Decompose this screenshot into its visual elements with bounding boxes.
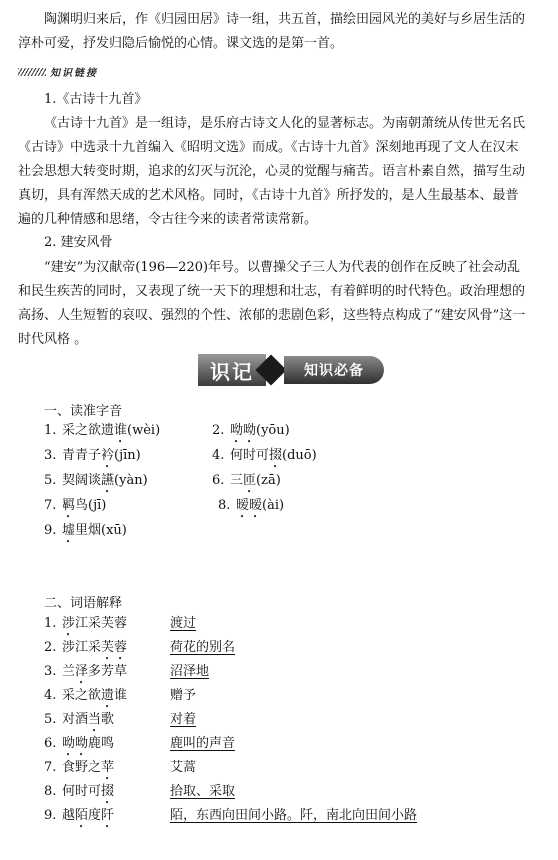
vocabulary-definition: 沼泽地 xyxy=(170,664,210,679)
emphasized-character: 暧暧 xyxy=(236,498,263,513)
pinyin: (duō) xyxy=(282,448,317,463)
vocabulary-term xyxy=(44,757,114,779)
item-text: 度 xyxy=(88,808,102,823)
hatch-decoration-icon xyxy=(18,68,46,76)
item-number: 6. xyxy=(44,736,57,751)
emphasized-character: 呦呦 xyxy=(62,736,89,751)
vocabulary-term xyxy=(44,661,127,683)
emphasized-character: 谁 xyxy=(114,423,128,438)
item1-heading: 1.《古诗十九首》 xyxy=(44,92,148,107)
item-number: 4. xyxy=(44,688,57,703)
pronunciation-item xyxy=(44,420,160,442)
pronunciation-item xyxy=(44,445,141,467)
item-text: 鹿鸣 xyxy=(88,736,115,751)
item-number: 6. xyxy=(212,473,225,488)
pronunciation-item xyxy=(44,495,106,517)
vocabulary-term xyxy=(44,733,114,755)
item-text: 对酒 xyxy=(62,712,89,727)
item-text: 越 xyxy=(62,808,76,823)
vocabulary-definition: 拾取、采取 xyxy=(170,784,236,799)
emphasized-character: 呦呦 xyxy=(230,423,257,438)
pinyin: (jī) xyxy=(88,498,107,513)
item-text: 里烟 xyxy=(75,523,102,538)
item-text: 鸟 xyxy=(75,498,89,513)
pinyin: (ài) xyxy=(262,498,285,513)
emphasized-character: 芙蓉 xyxy=(101,640,128,655)
pronunciation-item xyxy=(44,520,127,542)
item-number: 2. xyxy=(212,423,225,438)
item-number: 8. xyxy=(44,784,57,799)
vocabulary-term xyxy=(44,637,127,659)
pinyin: (wèi) xyxy=(127,423,161,438)
banner-left-label: 识记 xyxy=(198,354,266,386)
item-text: 兰 xyxy=(62,664,76,679)
pronunciation-item xyxy=(218,495,284,517)
emphasized-character: 遗 xyxy=(101,688,115,703)
pronunciation-item xyxy=(212,420,290,442)
item-number: 1. xyxy=(44,616,57,631)
emphasized-character: 墟 xyxy=(62,523,76,538)
emphasized-character: 阡 xyxy=(101,808,115,823)
section-banner xyxy=(198,354,384,386)
vocabulary-term xyxy=(44,613,127,635)
vocabulary-term xyxy=(44,685,127,707)
emphasized-character: 涉 xyxy=(62,616,76,631)
vocabulary-term xyxy=(44,805,114,827)
item-number: 4. xyxy=(212,448,225,463)
item-text: 采之欲 xyxy=(62,688,102,703)
vocabulary-term xyxy=(44,781,114,803)
item-text: 多芳草 xyxy=(88,664,128,679)
section1-title: 一、读准字音 xyxy=(44,404,123,419)
item-number: 8. xyxy=(218,498,231,513)
emphasized-character: 衿 xyxy=(101,448,115,463)
item-text: 契阔谈 xyxy=(62,473,102,488)
pronunciation-item xyxy=(212,470,281,492)
emphasized-character: 苹 xyxy=(101,760,115,775)
emphasized-character: 当 xyxy=(88,712,102,727)
item2-heading: 2. 建安风骨 xyxy=(44,235,113,250)
pinyin: (xū) xyxy=(101,523,127,538)
pinyin: (yàn) xyxy=(114,473,148,488)
item-text: 何时可 xyxy=(230,448,270,463)
pronunciation-item xyxy=(212,445,317,467)
item-number: 7. xyxy=(44,760,57,775)
item-text: 江采芙蓉 xyxy=(75,616,128,631)
item1-paragraph: 《古诗十九首》是一组诗，是乐府古诗文人化的显著标志。为南朝萧统从传世无名氏《古诗》中选录十九首编入《昭明文选》而成。《古诗十九首》深刻地再现了文人在汉末社会思想大转变时期，追求的幻灭与沉沦，心灵的觉醒与痛苦。语言朴素自然，描写生动真切，具有浑然天成的艺术风格。同时，《古诗十九首》所抒发的，是人生最基本、最普遍的几种情感和思绪，令古往今来的读者常读常新。 xyxy=(18,116,526,227)
emphasized-character: 讌 xyxy=(101,473,115,488)
item-number: 3. xyxy=(44,664,57,679)
item-text: 青青子 xyxy=(62,448,102,463)
item-number: 1. xyxy=(44,423,57,438)
section2-title: 二、词语解释 xyxy=(44,596,123,611)
banner-right-label: 知识必备 xyxy=(284,356,384,384)
item-text: 食野之 xyxy=(62,760,102,775)
item-number: 9. xyxy=(44,523,57,538)
vocabulary-definition: 渡过 xyxy=(170,616,197,631)
vocabulary-definition: 对着 xyxy=(170,712,197,727)
item-text: 采之欲遗 xyxy=(62,423,115,438)
vocabulary-definition: 鹿叫的声音 xyxy=(170,736,236,751)
pronunciation-item xyxy=(44,470,148,492)
emphasized-character: 陌 xyxy=(75,808,89,823)
item-text: 歌 xyxy=(101,712,115,727)
vocabulary-definition: 陌，东西向田间小路。阡，南北向田间小路 xyxy=(170,808,418,823)
intro-paragraph: 陶渊明归来后，作《归园田居》诗一组，共五首，描绘田园风光的美好与乡居生活的淳朴可爱，抒发归隐后愉悦的心情。课文选的是第一首。 xyxy=(18,12,526,51)
item-text: 谁 xyxy=(114,688,128,703)
item2-paragraph: “建安”为汉献帝(196—220)年号。以曹操父子三人为代表的创作在反映了社会动乱和民生疾苦的同时，又表现了统一天下的理想和壮志，有着鲜明的时代特色。政治理想的高扬、人生短暂的哀叹、强烈的个性、浓郁的悲剧色彩，这些特点构成了“建安风骨”这一时代风格 。 xyxy=(18,260,526,347)
item-number: 9. xyxy=(44,808,57,823)
vocabulary-definition: 赠予 xyxy=(170,688,197,703)
item-number: 5. xyxy=(44,712,57,727)
knowledge-link-label: 知识链接 xyxy=(18,64,98,79)
emphasized-character: 羁 xyxy=(62,498,76,513)
item-number: 5. xyxy=(44,473,57,488)
emphasized-character: 泽 xyxy=(75,664,89,679)
emphasized-character: 匝 xyxy=(243,473,257,488)
item-number: 7. xyxy=(44,498,57,513)
emphasized-character: 掇 xyxy=(269,448,283,463)
item-text: 三 xyxy=(230,473,244,488)
item-number: 2. xyxy=(44,640,57,655)
item-number: 3. xyxy=(44,448,57,463)
vocabulary-definition: 荷花的别名 xyxy=(170,640,236,655)
vocabulary-term xyxy=(44,709,114,731)
emphasized-character: 掇 xyxy=(101,784,115,799)
vocabulary-definition: 艾蒿 xyxy=(170,760,197,775)
item-text: 涉江采 xyxy=(62,640,102,655)
item-text: 何时可 xyxy=(62,784,102,799)
pinyin: (yōu) xyxy=(256,423,290,438)
pinyin: (zā) xyxy=(256,473,281,488)
pinyin: (jīn) xyxy=(114,448,141,463)
